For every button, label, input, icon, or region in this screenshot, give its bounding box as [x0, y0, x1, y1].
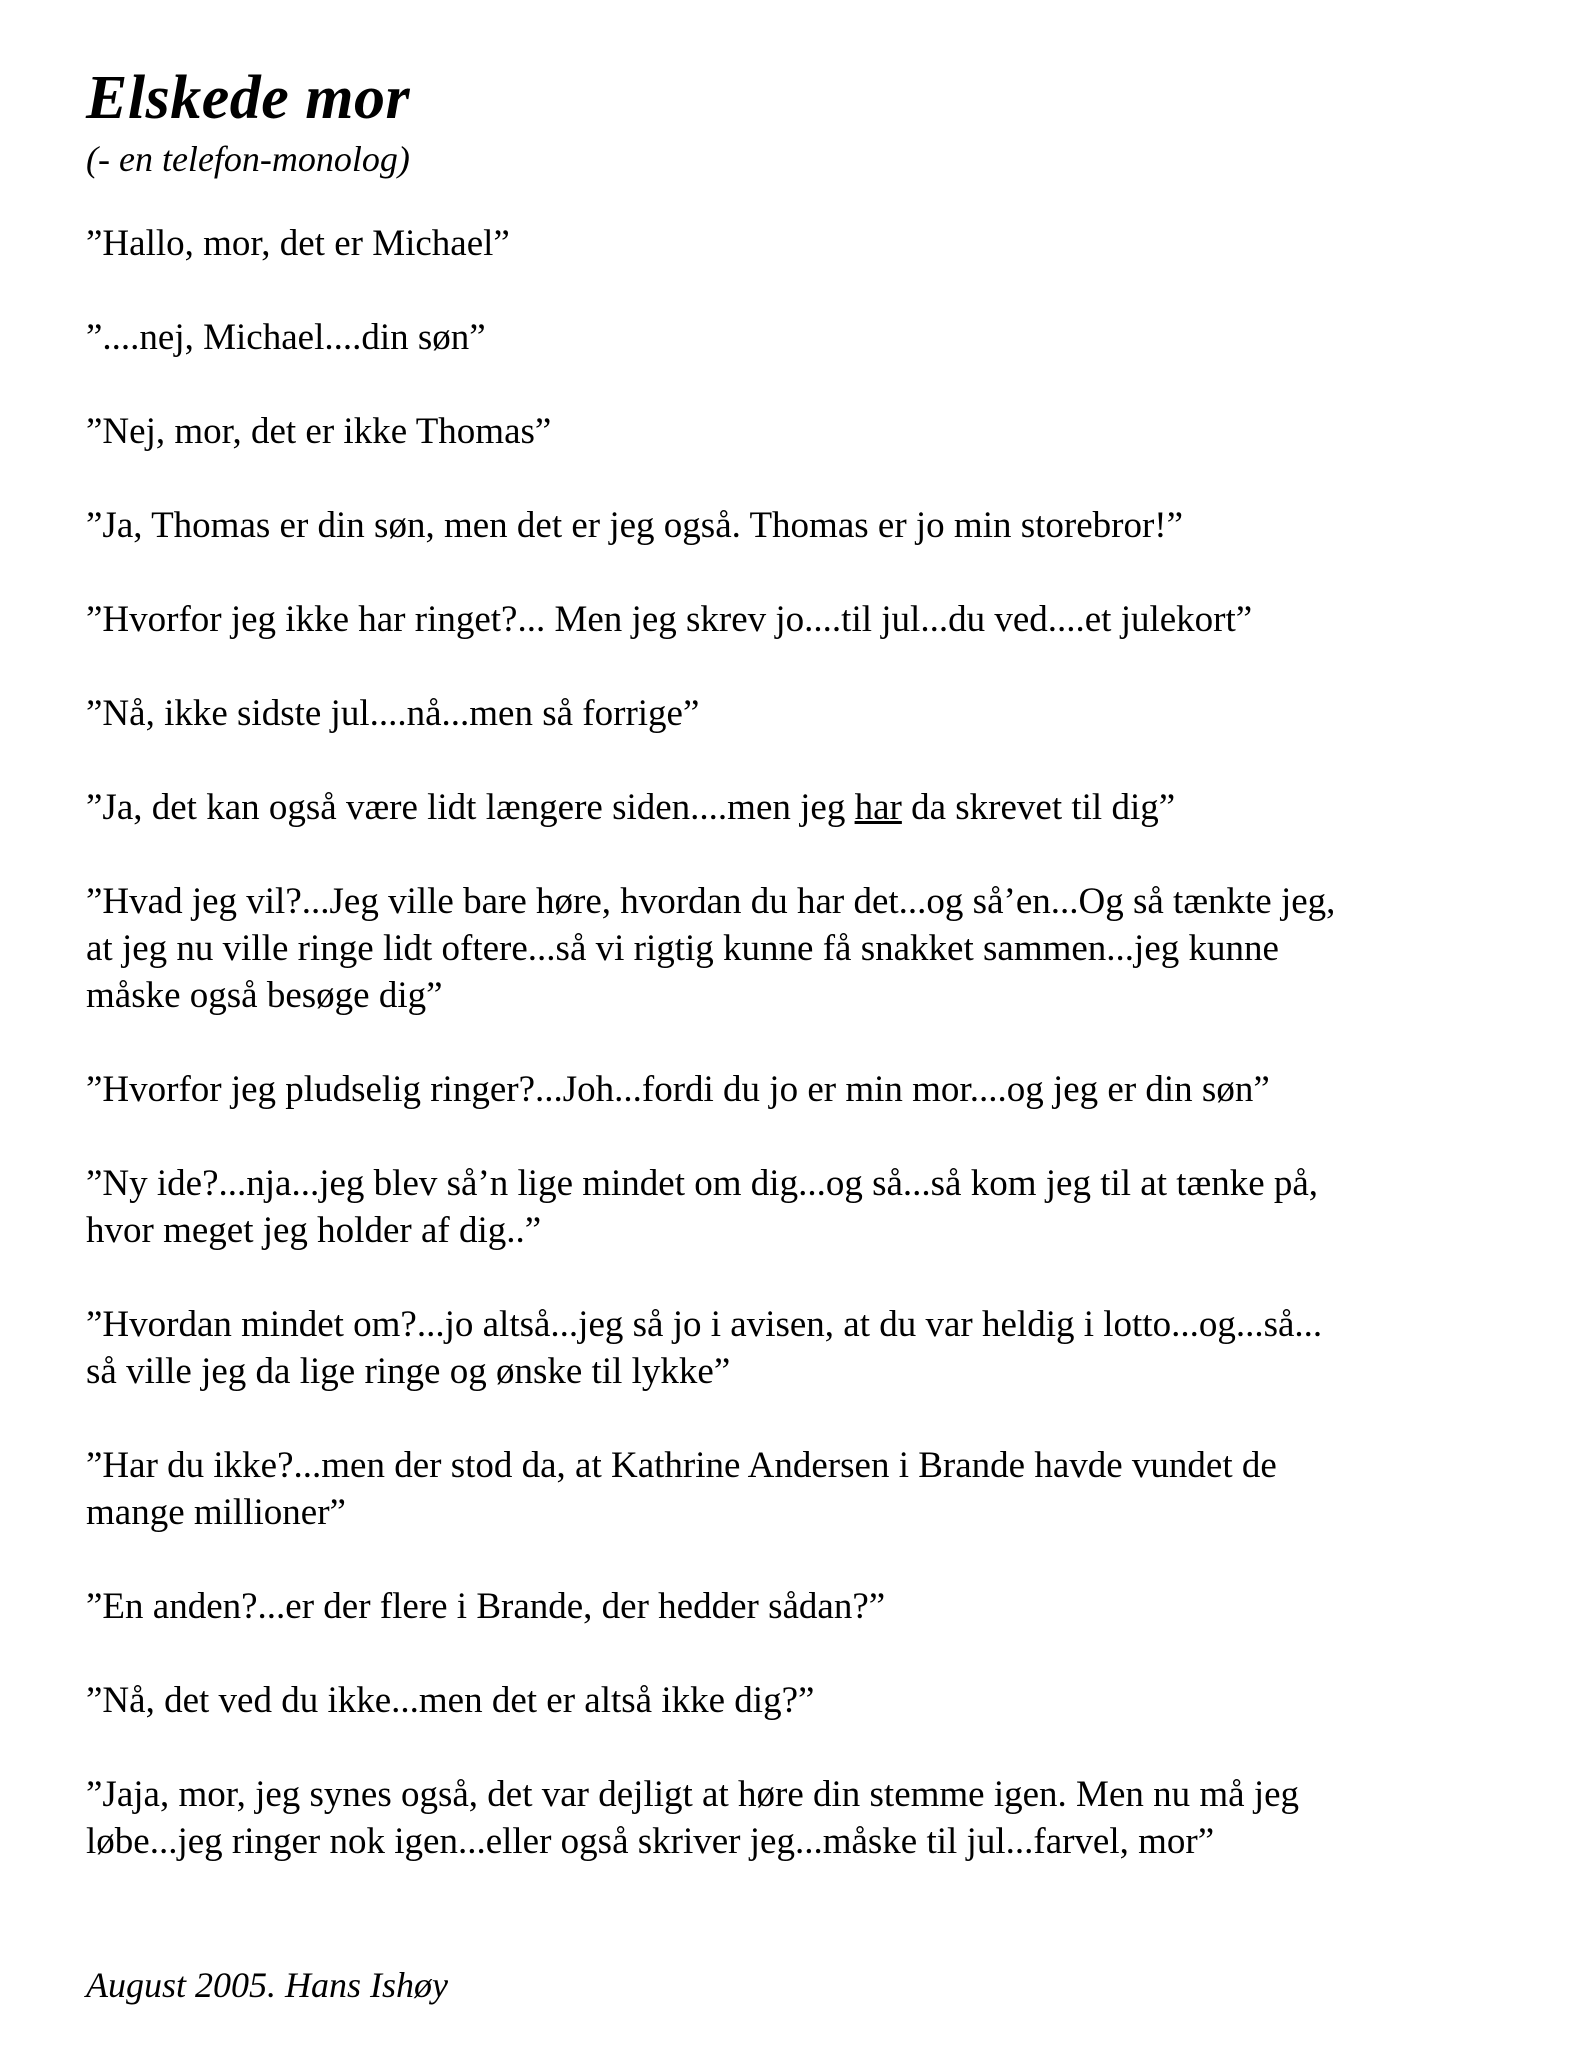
monolog-line: ”Ny ide?...nja...jeg blev så’n lige mindet om dig...og så...så kom jeg til at tænke på, hvor meget jeg holder af dig..” — [86, 1163, 1319, 1251]
monolog-line: ”Hvorfor jeg pludselig ringer?...Joh...fordi du jo er min mor....og jeg er din søn” — [86, 1069, 1270, 1110]
monolog-line: ”Ja, Thomas er din søn, men det er jeg også. Thomas er jo min storebror!” — [86, 505, 1184, 546]
line-text-after: da skrevet til dig” — [901, 787, 1176, 828]
document-title: Elskede mor — [86, 64, 411, 132]
underlined-word: har — [854, 787, 902, 828]
monolog-line: ”....nej, Michael....din søn” — [86, 317, 486, 358]
monolog-line: ”Hvad jeg vil?...Jeg ville bare høre, hvordan du har det...og så’en...Og så tænkte jeg, at jeg nu ville ringe lidt oftere...så vi rigtig kunne få snakket sammen...jeg kunne måske også besøge dig” — [86, 881, 1336, 1016]
signature: August 2005. Hans Ishøy — [86, 1965, 448, 2005]
document-page — [86, 58, 1526, 1912]
monolog-line — [86, 784, 1526, 831]
monolog-line: ”Jaja, mor, jeg synes også, det var dejligt at høre din stemme igen. Men nu må jeg løbe...jeg ringer nok igen...eller også skriver jeg...måske til jul...farvel, mor” — [86, 1774, 1300, 1862]
monolog-line: ”Har du ikke?...men der stod da, at Kathrine Andersen i Brande havde vundet de mange millioner” — [86, 1445, 1277, 1533]
monolog-line: ”Hvorfor jeg ikke har ringet?... Men jeg skrev jo....til jul...du ved....et julekort” — [86, 599, 1253, 640]
monolog-lines — [86, 220, 1526, 1865]
monolog-line: ”Hallo, mor, det er Michael” — [86, 223, 510, 264]
monolog-line: ”Nå, ikke sidste jul....nå...men så forrige” — [86, 693, 700, 734]
document-subtitle: (- en telefon-monolog) — [86, 139, 410, 179]
monolog-line: ”Nej, mor, det er ikke Thomas” — [86, 411, 552, 452]
line-text-before: ”Ja, det kan også være lidt længere siden....men jeg — [86, 787, 855, 828]
monolog-line: ”En anden?...er der flere i Brande, der hedder sådan?” — [86, 1586, 886, 1627]
monolog-line: ”Nå, det ved du ikke...men det er altså ikke dig?” — [86, 1680, 815, 1721]
monolog-line: ”Hvordan mindet om?...jo altså...jeg så jo i avisen, at du var heldig i lotto...og...så... så ville jeg da lige ringe og ønske til lykke” — [86, 1304, 1323, 1392]
